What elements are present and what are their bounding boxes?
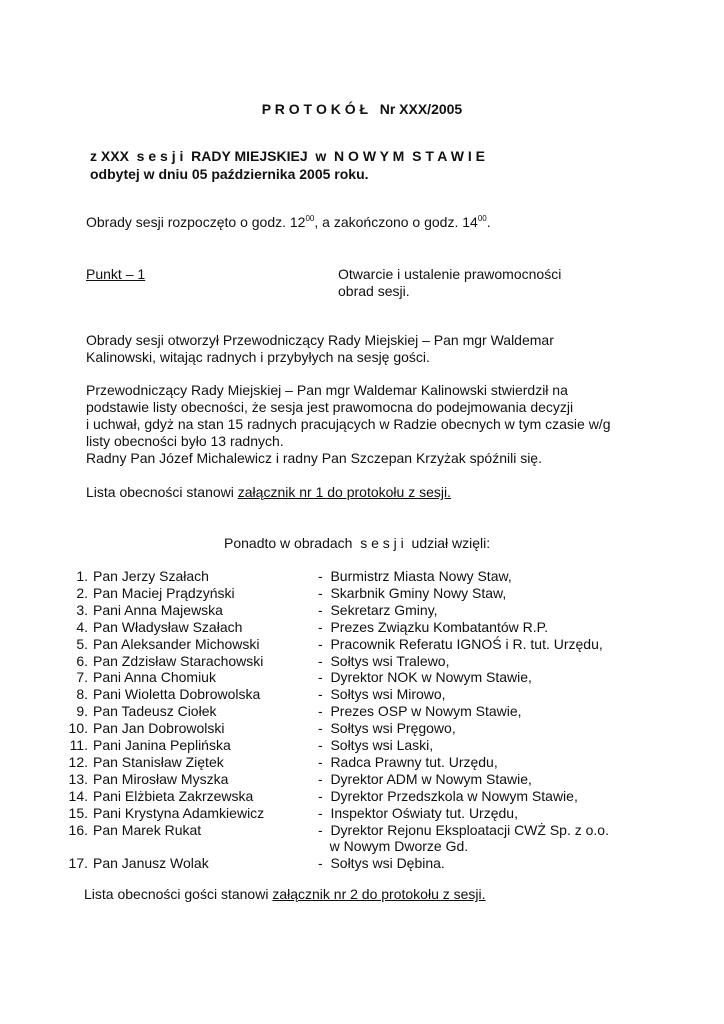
attachment-2-link: załącznik nr 2 do protokołu z sesji. xyxy=(272,886,486,902)
paragraph-line: Obrady sesji otworzył Przewodniczący Rady Miejskiej – Pan mgr Waldemar xyxy=(86,332,554,348)
guest-number: 9. xyxy=(76,703,88,719)
guest-name-text: Pan Zdzisław Starachowski xyxy=(93,653,264,669)
guest-number: 13. xyxy=(68,771,88,787)
guest-role: - Skarbnik Gminy Nowy Staw, xyxy=(318,585,507,601)
guest-name xyxy=(66,636,260,652)
guest-role: - Sołtys wsi Dębina. xyxy=(318,855,445,871)
time-end-minutes: 00 xyxy=(477,214,487,223)
paragraph-line: Kalinowski, witając radnych i przybyłych na sesję gości. xyxy=(86,349,430,365)
guest-role: - Prezes Związku Kombatantów R.P. xyxy=(318,619,549,635)
guest-name xyxy=(66,669,216,685)
guest-name xyxy=(66,771,228,787)
guest-name-text: Pan Marek Rukat xyxy=(93,822,202,838)
guest-name-text: Pan Tadeusz Ciołek xyxy=(93,703,217,719)
guest-name-text: Pan Jan Dobrowolski xyxy=(93,720,225,736)
guest-name-text: Pani Anna Majewska xyxy=(93,602,223,618)
guest-name xyxy=(66,686,260,702)
guest-number: 2. xyxy=(76,585,88,601)
guest-name-text: Pan Maciej Prądzyński xyxy=(93,585,235,601)
time-suffix: . xyxy=(486,214,491,230)
guest-name-text: Pani Wioletta Dobrowolska xyxy=(93,686,261,702)
guest-name xyxy=(66,838,93,854)
guest-role: - Dyrektor Rejonu Eksploatacji CWŻ Sp. z o.o. xyxy=(318,822,609,838)
guest-name xyxy=(66,619,242,635)
guest-role: - Dyrektor Przedszkola w Nowym Stawie, xyxy=(318,788,578,804)
guest-number: 16. xyxy=(68,822,88,838)
guest-role: - Inspektor Oświaty tut. Urzędu, xyxy=(318,805,518,821)
guest-name xyxy=(66,754,224,770)
guest-number: 3. xyxy=(76,602,88,618)
attachment-1-link: załącznik nr 1 do protokołu z sesji. xyxy=(237,484,451,500)
guest-name xyxy=(66,602,223,618)
guests-list-prefix: Lista obecności gości stanowi xyxy=(84,886,273,902)
guest-name-text: Pani Krystyna Adamkiewicz xyxy=(93,805,265,821)
paragraph-line: listy obecności było 13 radnych. xyxy=(86,433,284,449)
guests-heading: Ponadto w obradach s e s j i udział wzięli: xyxy=(224,535,491,551)
guest-number: 4. xyxy=(76,619,88,635)
guest-name xyxy=(66,805,264,821)
guest-name xyxy=(66,788,253,804)
guest-number: 6. xyxy=(76,653,88,669)
guest-name xyxy=(66,855,209,871)
guest-name xyxy=(66,737,231,753)
guest-name-text: Pan Władysław Szałach xyxy=(93,619,243,635)
guest-name-text: Pan Jerzy Szałach xyxy=(93,568,209,584)
guest-role: - Dyrektor ADM w Nowym Stawie, xyxy=(318,771,532,787)
guest-name-text: Pan Aleksander Michowski xyxy=(93,636,260,652)
time-prefix: Obrady sesji rozpoczęto o godz. 12 xyxy=(86,214,306,230)
time-middle: , a zakończono o godz. 14 xyxy=(314,214,478,230)
guest-name xyxy=(66,568,209,584)
guest-role: - Sołtys wsi Laski, xyxy=(318,737,434,753)
guest-number: 1. xyxy=(76,568,88,584)
guest-number: 7. xyxy=(76,669,88,685)
quorum-paragraph xyxy=(86,382,610,467)
guest-name xyxy=(66,585,235,601)
opening-paragraph xyxy=(86,332,554,366)
point-description-line-1: Otwarcie i ustalenie prawomocności xyxy=(338,266,562,282)
point-label: Punkt – 1 xyxy=(86,266,146,282)
guest-number: 17. xyxy=(68,855,88,871)
guest-number: 15. xyxy=(68,805,88,821)
guest-name-text: Pani Elżbieta Zakrzewska xyxy=(93,788,254,804)
guest-number: 10. xyxy=(68,720,88,736)
attendance-note xyxy=(86,484,451,500)
guests-attendance-note xyxy=(84,886,486,902)
guest-role: - Prezes OSP w Nowym Stawie, xyxy=(318,703,522,719)
guest-name xyxy=(66,653,263,669)
guest-role: w Nowym Dworze Gd. xyxy=(318,838,469,854)
paragraph-line: i uchwał, gdyż na stan 15 radnych pracujących w Radzie obecnych w tym czasie w/g xyxy=(86,416,611,432)
guest-number: 5. xyxy=(76,636,88,652)
guest-role: - Dyrektor NOK w Nowym Stawie, xyxy=(318,669,532,685)
guest-role: - Sekretarz Gminy, xyxy=(318,602,438,618)
guest-name xyxy=(66,703,216,719)
session-time xyxy=(86,214,491,230)
guest-role: - Sołtys wsi Pręgowo, xyxy=(318,720,456,736)
guest-number: 14. xyxy=(68,788,88,804)
guest-number: 8. xyxy=(76,686,88,702)
guest-name-text: Pan Mirosław Myszka xyxy=(93,771,229,787)
guest-role: - Burmistrz Miasta Nowy Staw, xyxy=(318,568,512,584)
guest-name-text: Pani Janina Peplińska xyxy=(93,737,231,753)
guest-name-text: Pan Janusz Wolak xyxy=(93,855,209,871)
guest-name-text: Pani Anna Chomiuk xyxy=(93,669,216,685)
guest-name-text: Pan Stanisław Ziętek xyxy=(93,754,224,770)
guest-role: - Pracownik Referatu IGNOŚ i R. tut. Urzędu, xyxy=(318,636,603,652)
guest-role: - Sołtys wsi Tralewo, xyxy=(318,653,450,669)
guest-name xyxy=(66,822,201,838)
paragraph-line: podstawie listy obecności, że sesja jest prawomocna do podejmowania decyzji xyxy=(86,399,574,415)
session-line: z XXX s e s j i RADY MIEJSKIEJ w N O W Y M S T A W I E xyxy=(90,148,485,164)
guest-name xyxy=(66,720,225,736)
time-start-minutes: 00 xyxy=(305,214,315,223)
guest-role: - Sołtys wsi Mirowo, xyxy=(318,686,446,702)
guest-role: - Radca Prawny tut. Urzędu, xyxy=(318,754,498,770)
point-description-line-2: obrad sesji. xyxy=(338,283,410,299)
protocol-title: P R O T O K Ó Ł Nr XXX/2005 xyxy=(261,101,463,117)
guest-number: 11. xyxy=(69,737,88,753)
attendance-prefix: Lista obecności stanowi xyxy=(86,484,238,500)
paragraph-line: Przewodniczący Rady Miejskiej – Pan mgr Waldemar Kalinowski stwierdził na xyxy=(86,382,568,398)
paragraph-line: Radny Pan Józef Michalewicz i radny Pan Szczepan Krzyżak spóźnili się. xyxy=(86,450,542,466)
guest-number: 12. xyxy=(68,754,88,770)
date-line: odbytej w dniu 05 października 2005 roku. xyxy=(90,166,369,182)
